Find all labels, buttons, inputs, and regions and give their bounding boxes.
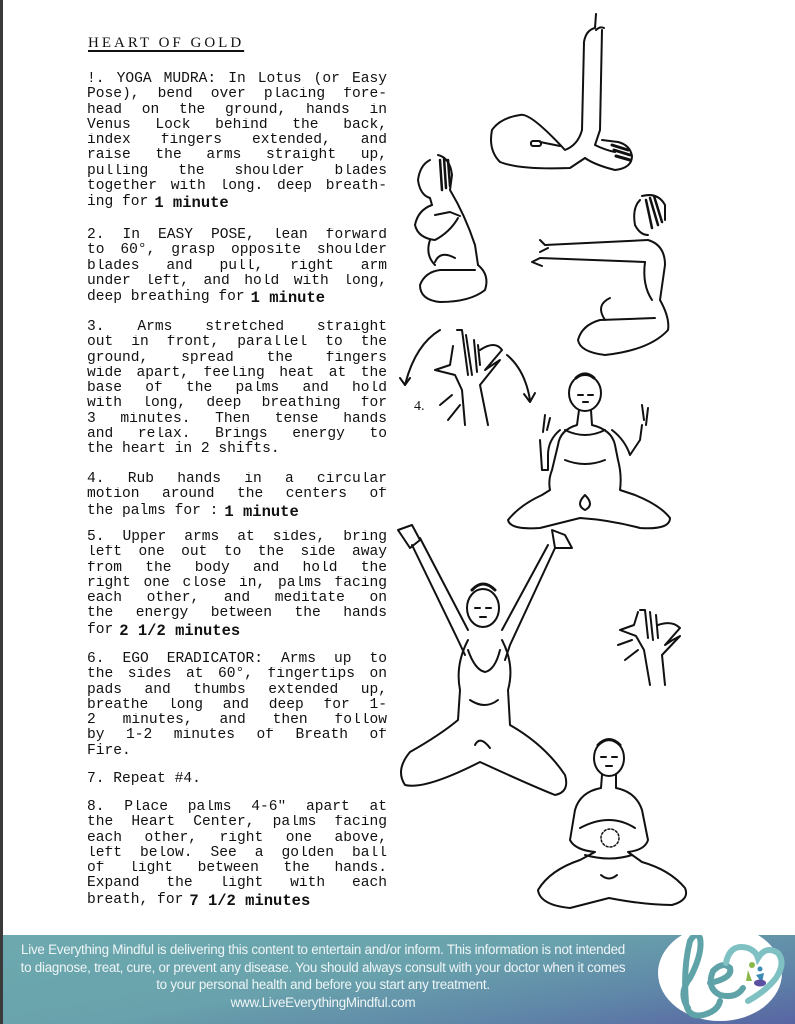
exercise-line xyxy=(87,545,387,560)
exercise-line xyxy=(87,576,387,591)
exercise-line xyxy=(87,72,387,87)
exercise-line-text: the energy between the hands xyxy=(87,606,387,622)
figure-label: 4. xyxy=(414,399,425,414)
disclaimer-line: to diagnose, treat, cure, or prevent any disease. You should always consult with your doctor when it comes xyxy=(20,959,626,975)
exercise-line xyxy=(87,274,387,289)
exercise-line-text: head on the ground, hands in xyxy=(87,102,387,118)
exercise-line xyxy=(87,381,387,396)
exercise-duration: 1 minute xyxy=(250,289,326,308)
exercise-paragraph xyxy=(87,228,387,308)
exercise-line-text: 8. Place palms 4-6" apart at xyxy=(87,800,387,815)
exercise-line-text: the palms for : xyxy=(87,502,219,519)
exercise-line-text: from the body and hold the xyxy=(87,560,387,576)
exercise-duration: 1 minute xyxy=(224,502,299,521)
exercise-line-text: ing for xyxy=(87,194,149,211)
exercise-paragraph xyxy=(87,320,387,458)
exercise-line xyxy=(87,228,387,243)
exercise-line xyxy=(87,335,387,350)
exercise-duration: 1 minute xyxy=(154,194,229,213)
exercise-line-text: the sides at 60°, fingertips on xyxy=(87,667,387,683)
exercise-line-text: 7. Repeat #4. xyxy=(87,771,201,787)
exercise-line xyxy=(87,366,387,381)
exercise-line-text: 2. In EASY POSE, lean forward xyxy=(87,228,387,243)
exercise-line-text: out in front, parallel to the xyxy=(87,335,387,351)
exercise-line xyxy=(87,831,387,846)
exercise-line xyxy=(87,713,387,728)
exercise-line-text: the Heart Center, palms facing xyxy=(87,815,387,831)
exercise-line xyxy=(87,502,387,521)
exercise-line xyxy=(87,118,387,133)
exercise-line xyxy=(87,800,387,815)
figure-easy-pose-shoulders xyxy=(415,155,486,302)
exercise-line xyxy=(87,683,387,698)
exercise-line-text: pulling the shoulder blades xyxy=(87,163,387,179)
exercise-line xyxy=(87,667,387,682)
exercise-line xyxy=(87,861,387,876)
exercise-line-text: 4. Rub hands in a circular xyxy=(87,472,387,487)
exercise-line xyxy=(87,561,387,576)
pose-illustrations xyxy=(380,0,795,930)
exercise-line-text: to 60°, grasp opposite shoulder xyxy=(87,243,387,259)
exercise-paragraph xyxy=(87,800,387,910)
exercise-line-text: wide apart, feeling heat at the xyxy=(87,365,387,381)
exercise-line xyxy=(87,530,387,545)
exercise-line-text: together with long. deep breath- xyxy=(87,179,387,195)
exercise-line xyxy=(87,728,387,743)
exercise-line-text: Fire. xyxy=(87,742,131,759)
exercise-line-text: the heart in 2 shifts. xyxy=(87,441,280,458)
exercise-line-text: and relax. Brings energy to xyxy=(87,427,387,443)
exercise-line-text: 5. Upper arms at sides, bring xyxy=(87,530,387,545)
exercise-line xyxy=(87,396,387,411)
exercise-line xyxy=(87,472,387,487)
exercise-line xyxy=(87,442,387,457)
exercise-line xyxy=(87,744,387,759)
exercise-line-text: breath, for xyxy=(87,891,184,908)
exercise-line xyxy=(87,815,387,830)
exercise-line xyxy=(87,243,387,258)
exercise-duration: 2 1/2 minutes xyxy=(119,621,241,640)
exercise-line xyxy=(87,148,387,163)
website-link[interactable]: www.LiveEverythingMindful.com xyxy=(230,994,416,1010)
exercise-line-text: Expand the light with each xyxy=(87,876,387,892)
exercise-line-text: ground, spread the fingers xyxy=(87,350,387,366)
exercise-line xyxy=(87,846,387,861)
exercise-paragraph xyxy=(87,472,387,521)
exercise-paragraph xyxy=(87,652,387,759)
exercise-line xyxy=(87,891,387,910)
exercise-paragraph xyxy=(87,530,387,640)
exercise-line-text: Venus Lock behind the back, xyxy=(87,117,387,133)
exercise-line xyxy=(87,621,387,640)
exercise-line-text: deep breathing for xyxy=(87,289,245,306)
exercise-line xyxy=(87,652,387,667)
disclaimer-line: to your personal health and before you start any treatment. xyxy=(156,977,490,992)
disclaimer-line: Live Everything Mindful is delivering this content to entertain and/or inform. This information is not intended xyxy=(21,942,625,957)
exercise-line-text: base of the palms and hold xyxy=(87,381,387,397)
exercise-line-text: under left, and hold with long, xyxy=(87,273,387,289)
exercise-line xyxy=(87,133,387,148)
page-title: HEART OF GOLD xyxy=(88,35,245,51)
exercise-line-text: by 1-2 minutes of Breath of xyxy=(87,728,387,744)
exercise-line-text: index fingers extended, and xyxy=(87,133,387,149)
exercise-line xyxy=(87,289,387,308)
figure-hands-small xyxy=(618,610,680,685)
exercise-line-text: for xyxy=(87,621,114,638)
exercise-line-text: pads and thumbs extended up, xyxy=(87,682,387,698)
figure-arms-forward xyxy=(532,195,668,355)
exercise-line-text: 3 minutes. Then tense hands xyxy=(87,411,387,427)
figure-ego-eradicator xyxy=(398,525,572,795)
exercise-line-text: right one close in, palms facing xyxy=(87,575,387,591)
exercise-line-text: 6. EGO ERADICATOR: Arms up to xyxy=(87,652,387,667)
exercise-line xyxy=(87,591,387,606)
exercise-line-text: left below. See a golden ball xyxy=(87,845,387,861)
exercise-line-text: raise the arms straight up, xyxy=(87,148,387,164)
exercise-line xyxy=(87,606,387,621)
exercise-line xyxy=(87,351,387,366)
exercise-line xyxy=(87,320,387,335)
exercise-line xyxy=(87,876,387,891)
live-everything-mindful-logo xyxy=(648,935,795,1024)
exercise-line-text: of light between the hands. xyxy=(87,861,387,877)
figure-yoga-mudra xyxy=(491,14,632,170)
exercise-line xyxy=(87,412,387,427)
exercise-line xyxy=(87,427,387,442)
exercise-line-text: with long, deep breathing for xyxy=(87,396,387,412)
exercise-line xyxy=(87,194,387,213)
exercise-line-text: 2 minutes, and then follow xyxy=(87,713,387,729)
exercise-line xyxy=(87,179,387,194)
exercise-line-text: Pose), bend over placing fore- xyxy=(87,87,387,103)
exercise-line-text: motion around the centers of xyxy=(87,487,387,503)
exercise-line-text: !. YOGA MUDRA: In Lotus (or Easy xyxy=(87,72,387,87)
exercise-line xyxy=(87,698,387,713)
exercise-line-text: each other, right one above, xyxy=(87,830,387,846)
exercise-line-text: breathe long and deep for 1- xyxy=(87,697,387,713)
exercise-paragraph xyxy=(87,772,387,787)
exercise-paragraph xyxy=(87,72,387,213)
exercise-line xyxy=(87,87,387,102)
exercise-line xyxy=(87,164,387,179)
left-edge-strip xyxy=(0,0,3,1024)
disclaimer-text xyxy=(3,941,643,1011)
exercise-line-text: blades and pull, right arm xyxy=(87,258,387,274)
exercise-line xyxy=(87,772,387,787)
figure-golden-ball xyxy=(538,740,686,909)
exercise-line-text: 3. Arms stretched straight xyxy=(87,320,387,335)
exercise-duration: 7 1/2 minutes xyxy=(189,891,311,910)
exercise-line-text: left one out to the side away xyxy=(87,545,387,561)
exercise-line xyxy=(87,259,387,274)
disclaimer-footer xyxy=(3,935,795,1024)
exercise-line xyxy=(87,103,387,118)
exercise-line xyxy=(87,487,387,502)
exercise-line-text: each other, and meditate on xyxy=(87,591,387,607)
